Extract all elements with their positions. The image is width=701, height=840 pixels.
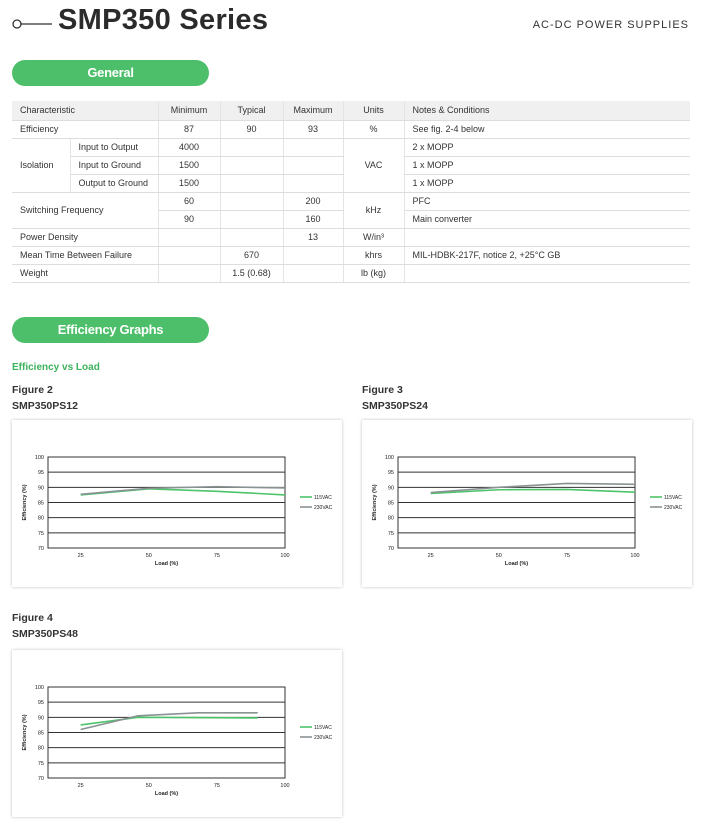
cell: 2 x MOPP bbox=[404, 138, 690, 156]
y-tick-label: 70 bbox=[37, 776, 44, 782]
cell: Output to Ground bbox=[70, 174, 158, 192]
y-tick-label: 70 bbox=[387, 546, 394, 552]
cell bbox=[158, 264, 220, 282]
cell: 160 bbox=[283, 210, 343, 228]
cell: Switching Frequency bbox=[12, 192, 158, 228]
table-row bbox=[12, 228, 690, 246]
figure-label: Figure 4 bbox=[12, 612, 53, 624]
legend-label: 115VAC bbox=[314, 725, 332, 731]
cell: khrs bbox=[343, 246, 404, 264]
x-tick-label: 75 bbox=[563, 553, 570, 559]
x-tick-label: 100 bbox=[280, 553, 290, 559]
y-tick-label: 90 bbox=[387, 485, 394, 492]
specs-table bbox=[12, 101, 690, 283]
cell: 1500 bbox=[158, 174, 220, 192]
y-tick-label: 100 bbox=[34, 685, 44, 691]
y-tick-label: 70 bbox=[37, 546, 44, 552]
cell: MIL-HDBK-217F, notice 2, +25°C GB bbox=[404, 246, 690, 264]
cell: Input to Output bbox=[70, 138, 158, 156]
figure-label: Figure 3 bbox=[362, 384, 403, 396]
cell: Mean Time Between Failure bbox=[12, 246, 158, 264]
cell: Efficiency bbox=[12, 120, 158, 138]
y-tick-label: 90 bbox=[37, 485, 44, 492]
efficiency-chart bbox=[12, 420, 342, 587]
cell: 60 bbox=[158, 192, 220, 210]
col-header: Notes & Conditions bbox=[404, 101, 690, 120]
cell bbox=[220, 174, 283, 192]
y-tick-label: 95 bbox=[37, 700, 44, 707]
legend-label: 115VAC bbox=[314, 495, 332, 501]
figure-model: SMP350PS24 bbox=[362, 400, 428, 412]
figure-model: SMP350PS12 bbox=[12, 400, 78, 412]
legend-label: 230VAC bbox=[314, 505, 333, 511]
cell: 87 bbox=[158, 120, 220, 138]
x-axis-label: Load (%) bbox=[154, 561, 179, 567]
efficiency-vs-load-subtitle: Efficiency vs Load bbox=[12, 362, 100, 373]
y-tick-label: 80 bbox=[387, 515, 394, 522]
table-row bbox=[12, 264, 690, 282]
x-tick-label: 50 bbox=[495, 553, 502, 559]
y-tick-label: 85 bbox=[37, 500, 44, 507]
y-tick-label: 90 bbox=[37, 715, 44, 722]
y-tick-label: 85 bbox=[37, 730, 44, 737]
efficiency-graphs-section-header: Efficiency Graphs bbox=[12, 317, 209, 343]
cell: 90 bbox=[220, 120, 283, 138]
y-tick-label: 95 bbox=[37, 470, 44, 477]
cell: lb (kg) bbox=[343, 264, 404, 282]
chart-card bbox=[12, 420, 342, 587]
cell bbox=[158, 228, 220, 246]
x-tick-label: 75 bbox=[213, 783, 220, 789]
x-tick-label: 25 bbox=[427, 553, 434, 559]
cell: 90 bbox=[158, 210, 220, 228]
table-header-row bbox=[12, 101, 690, 120]
y-tick-label: 80 bbox=[37, 515, 44, 522]
x-tick-label: 50 bbox=[145, 553, 152, 559]
cell: VAC bbox=[343, 138, 404, 192]
cell: See fig. 2-4 below bbox=[404, 120, 690, 138]
efficiency-chart bbox=[12, 650, 342, 817]
cell: PFC bbox=[404, 192, 690, 210]
y-axis-label: Efficiency (%) bbox=[22, 484, 28, 521]
cell bbox=[220, 210, 283, 228]
y-tick-label: 75 bbox=[387, 530, 394, 537]
col-header: Minimum bbox=[158, 101, 220, 120]
x-axis-label: Load (%) bbox=[154, 791, 179, 797]
x-axis-label: Load (%) bbox=[504, 561, 529, 567]
cell bbox=[404, 264, 690, 282]
cell bbox=[283, 264, 343, 282]
cell: 1 x MOPP bbox=[404, 156, 690, 174]
table-row bbox=[12, 120, 690, 138]
table-row bbox=[12, 192, 690, 210]
cell bbox=[283, 138, 343, 156]
category-label: AC-DC POWER SUPPLIES bbox=[532, 19, 689, 31]
legend-label: 115VAC bbox=[664, 495, 682, 501]
cell: 93 bbox=[283, 120, 343, 138]
x-tick-label: 75 bbox=[213, 553, 220, 559]
cell bbox=[283, 156, 343, 174]
y-tick-label: 100 bbox=[34, 455, 44, 461]
cell: Input to Ground bbox=[70, 156, 158, 174]
cell bbox=[220, 228, 283, 246]
cell: Weight bbox=[12, 264, 158, 282]
page-title: SMP350 Series bbox=[58, 4, 269, 36]
x-tick-label: 100 bbox=[630, 553, 640, 559]
y-tick-label: 75 bbox=[37, 530, 44, 537]
x-tick-label: 25 bbox=[77, 783, 84, 789]
cell: Isolation bbox=[12, 138, 70, 192]
figure-model: SMP350PS48 bbox=[12, 628, 78, 640]
legend-label: 230VAC bbox=[314, 735, 333, 741]
x-tick-label: 50 bbox=[145, 783, 152, 789]
col-header: Typical bbox=[220, 101, 283, 120]
cell: Power Density bbox=[12, 228, 158, 246]
chart-card bbox=[12, 650, 342, 817]
cell bbox=[283, 174, 343, 192]
cell bbox=[158, 246, 220, 264]
cell bbox=[283, 246, 343, 264]
col-header: Characteristic bbox=[12, 101, 158, 120]
col-header: Maximum bbox=[283, 101, 343, 120]
table-row bbox=[12, 246, 690, 264]
x-tick-label: 25 bbox=[77, 553, 84, 559]
cell: 13 bbox=[283, 228, 343, 246]
y-axis-label: Efficiency (%) bbox=[22, 714, 28, 751]
col-header: Units bbox=[343, 101, 404, 120]
cell: % bbox=[343, 120, 404, 138]
y-axis-label: Efficiency (%) bbox=[372, 484, 378, 521]
cell: kHz bbox=[343, 192, 404, 228]
cell bbox=[220, 192, 283, 210]
cell bbox=[404, 228, 690, 246]
logo-line-icon bbox=[12, 18, 52, 30]
x-tick-label: 100 bbox=[280, 783, 290, 789]
y-tick-label: 100 bbox=[384, 455, 394, 461]
chart-card bbox=[362, 420, 692, 587]
cell bbox=[220, 156, 283, 174]
cell: 200 bbox=[283, 192, 343, 210]
legend-label: 230VAC bbox=[664, 505, 683, 511]
y-tick-label: 80 bbox=[37, 745, 44, 752]
cell: 670 bbox=[220, 246, 283, 264]
cell: Main converter bbox=[404, 210, 690, 228]
cell: 1500 bbox=[158, 156, 220, 174]
figure-label: Figure 2 bbox=[12, 384, 53, 396]
cell bbox=[220, 138, 283, 156]
general-section-header: General bbox=[12, 60, 209, 86]
cell: W/in³ bbox=[343, 228, 404, 246]
y-tick-label: 85 bbox=[387, 500, 394, 507]
efficiency-chart bbox=[362, 420, 692, 587]
table-row bbox=[12, 138, 690, 156]
cell: 1 x MOPP bbox=[404, 174, 690, 192]
y-tick-label: 95 bbox=[387, 470, 394, 477]
y-tick-label: 75 bbox=[37, 760, 44, 767]
cell: 1.5 (0.68) bbox=[220, 264, 283, 282]
cell: 4000 bbox=[158, 138, 220, 156]
